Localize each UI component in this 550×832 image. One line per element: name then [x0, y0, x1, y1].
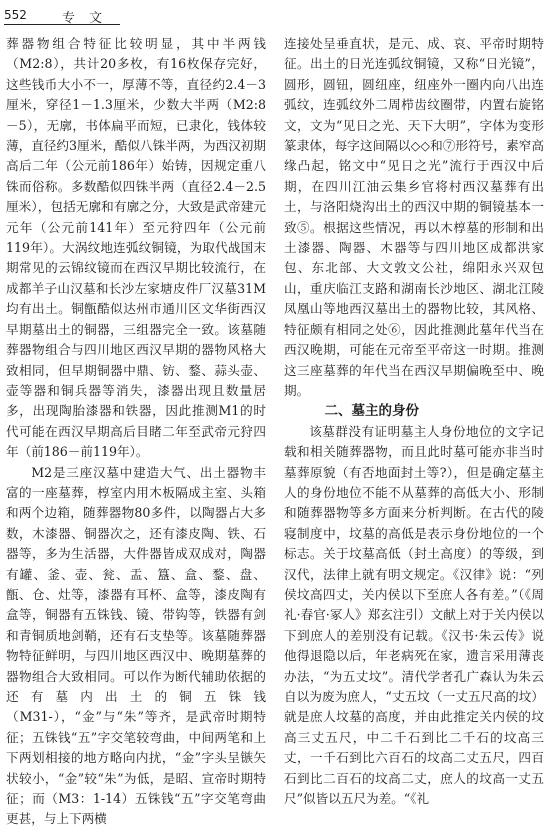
paragraph: 该墓群没有证明墓主人身份地位的文字记载和相关随葬器物，而且此时墓可能亦非当时墓葬原貌（有否地面封土等?），但是确定墓主人的身份地位不能不从墓葬的高低大小、形制和随葬器物等多方面来分析判断。在古代的陵寝制度中，坟墓的高低是表示身份地位的一个标志。关于坟墓高低（封土高度）的等级，到汉代，法律上就有明文规定。《汉律》说：“列侯坟高四丈，关内侯以下至庶人各有差。”（《周礼·春官·冢人》郑玄注引）文献上对于关内侯以下到庶人的差别没有记载。《汉书·朱云传》说他得退隐以后，年老病死在家，遗言采用薄丧办法，“为五丈坟”。清代学者孔广森认为朱云自以为废为庶人，“丈五坟（一丈五尺高的坟）就是庶人坟墓的高度，并由此推定关内侯的坟高三丈五尺，中二千石到比二千石的坟高三丈，一千石到比六百石的坟高二丈五尺，四百石到比二百石的坟高二丈，庶人的坟高一丈五尺”似皆以五尺为差。“《礼: [284, 423, 544, 807]
section-title: 专文: [62, 11, 117, 26]
paragraph: 连接处呈垂直状，是元、成、哀、平帝时期特征。出土的日光连弧纹铜镜，又称“日光镜”，圆形，圆钮，圆纽座，纽座外一圈内向八出连弧纹，连弧纹外二周栉齿纹圈带，内置右旋铭文，文为“见日之光、天下大明”，字体为变形篆隶体，每字这间隔以◇◇和⑦形符号，素窄高缘凸起，铭文中“见日之光”流行于西汉中后期，在四川江油云集乡官将村西汉墓葬有出土，与洛阳烧沟出土的西汉中期的铜镜基本一致⑤。根据这些情况，再以木椁墓的形制和出土漆器、陶器、木器等与四川地区成都洪家包、东北部、大文敦文公社，绵阳永兴双包山，重庆临江支路和湖南长沙地区、湖北江陵凤凰山等地西汉墓出土的器物比较，其风格、特征颇有相同之处⑥，因此推测此墓年代当在西汉晚期，可能在元帝至平帝这一时期。推测这三座墓葬的年代当在西汉早期偏晚至中、晚期。: [284, 36, 544, 398]
left-column: [6, 34, 266, 830]
right-column: [284, 34, 544, 809]
section-heading: 二、墓主的身份: [324, 403, 419, 420]
page-header: [4, 4, 546, 26]
header-rule: [4, 24, 120, 25]
page-number: 552: [4, 8, 27, 22]
paragraph: M2是三座汉墓中建造大气、出土器物丰富的一座墓葬，椁室内用木板隔成主室、头箱和两个边箱，随葬器物80多件，以陶器占大多数，木漆器、铜器次之，还有漆皮陶、铁、石器等，多为生活器，大件器皆成双成对，陶器有罐、釜、壶、瓮、盂、簋、盒、鍪、盘、甑、仓、灶等，漆器有耳杯、盒等，漆皮陶有盒等，铜器有五铢钱、镜、带钩等，铁器有剑和青铜质地剑鞘，还有石支垫等。该墓随葬器物特征鲜明，与四川地区西汉中、晚期墓葬的器物组合大致相同。可以作为断代辅助依据的还有墓内出土的铜五铢钱（M31-），“金”与“朱”等齐，是武帝时期特征；五铢钱“五”字交笔较弯曲，中间两笔和上下两划相接的地方略向内扰，“金”字头呈镞矢状较小，“金”较“朱”为低，是昭、宣帝时期特征；而（M3：1-14）五铢钱“五”字交笔弯曲更甚，与上下两横: [6, 464, 266, 827]
paragraph: 葬器物组合特征比较明显，其中半两钱（M2:8），共计20多枚，有16枚保存完好，这些钱币大小不一，厚薄不等，直径约2.4－3厘米，穿径1－1.3厘米，少数大半两（M2:8－5），无廓，书体扁平而短，已隶化，钱体较薄，直径约3厘米，酷似八铢半两，为西汉初期高后二年（公元前186年）始铸，因规定重八铢而俗称。多数酷似四铢半两（直径2.4－2.5厘米），包括无廓和有廓之分，大致是武帝建元元年（公元前141年）至元狩四年（公元前119年）。大涡纹地连弧纹铜镜，为取代战国末期常见的云锦纹镜而在西汉早期比较流行，在成都羊子山汉墓和长沙左家塘皮件厂汉墓31M均有出土。铜甑酷似达州市通川区文华街西汉早期墓出土的铜器，三组器完全一致。该墓随葬器物组合与四川地区西汉早期的器物风格大致相同，但早期铜器中鼎、钫、鍪、蒜头壶、壶等器和铜兵器等消失，漆器出现且数量居多，出现陶胎漆器和铁器，因此推测M1的时代可能在西汉早期高后目睹二年至武帝元狩四年（前186－前119年）。: [6, 36, 266, 460]
